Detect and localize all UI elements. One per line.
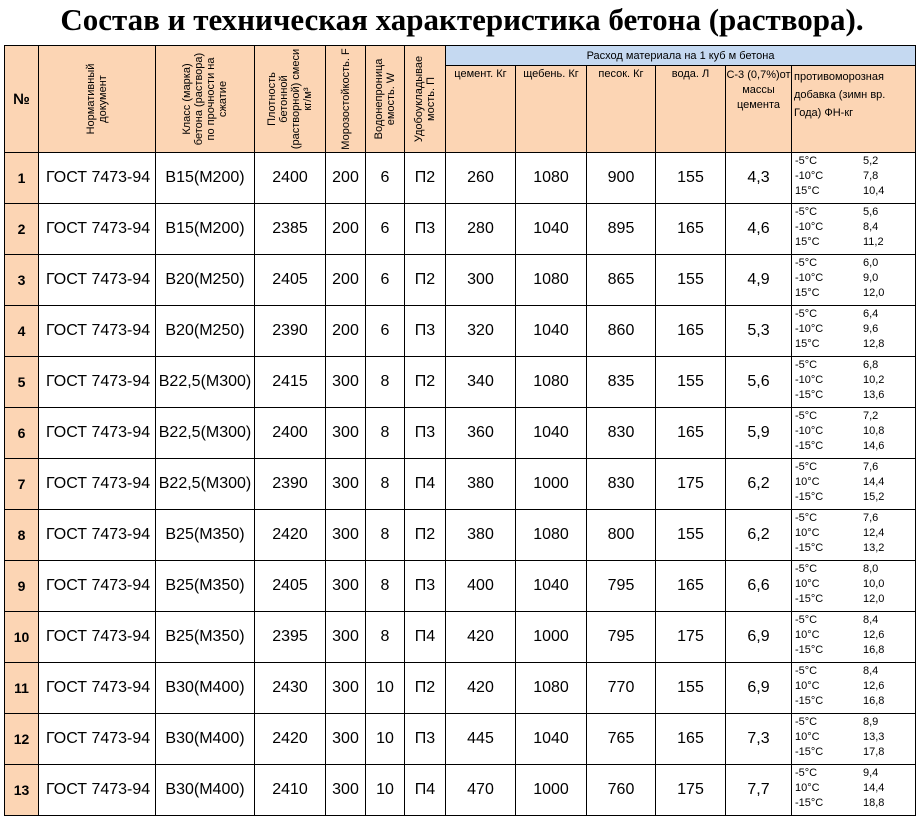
row-antifreeze xyxy=(792,357,916,408)
row-frost: 200 xyxy=(326,204,366,255)
antifreeze-temp: -15°C xyxy=(795,440,824,452)
row-sand: 830 xyxy=(587,459,656,510)
row-frost: 300 xyxy=(326,765,366,816)
row-sand: 795 xyxy=(587,612,656,663)
row-water: 6 xyxy=(366,255,405,306)
antifreeze-value: 10,8 xyxy=(863,425,885,437)
table-row xyxy=(5,255,916,306)
table-row xyxy=(5,408,916,459)
row-sand: 895 xyxy=(587,204,656,255)
row-gravel: 1040 xyxy=(516,561,587,612)
row-sand: 865 xyxy=(587,255,656,306)
row-s3: 6,2 xyxy=(726,459,792,510)
row-s3: 4,9 xyxy=(726,255,792,306)
row-doc: ГОСТ 7473-94 xyxy=(39,408,156,459)
row-aqua: 155 xyxy=(656,663,726,714)
row-num: 2 xyxy=(5,204,39,255)
row-density: 2415 xyxy=(255,357,326,408)
antifreeze-temp: 10°C xyxy=(795,782,820,794)
antifreeze-value: 8,4 xyxy=(863,221,879,233)
table-row xyxy=(5,612,916,663)
row-gravel: 1000 xyxy=(516,612,587,663)
row-frost: 300 xyxy=(326,510,366,561)
row-antifreeze xyxy=(792,153,916,204)
antifreeze-value: 6,4 xyxy=(863,308,879,320)
table-row xyxy=(5,510,916,561)
antifreeze-temp: -15°C xyxy=(795,695,824,707)
antifreeze-value: 14,4 xyxy=(863,782,885,794)
col-header-doc: Нормативный документ xyxy=(39,46,156,153)
row-water: 8 xyxy=(366,561,405,612)
row-doc: ГОСТ 7473-94 xyxy=(39,663,156,714)
row-antifreeze xyxy=(792,765,916,816)
antifreeze-value: 11,2 xyxy=(863,236,884,248)
antifreeze-temp: 15°C xyxy=(795,185,820,197)
antifreeze-temp: -5°C xyxy=(795,563,818,575)
row-workability: П3 xyxy=(405,714,446,765)
row-density: 2385 xyxy=(255,204,326,255)
row-workability: П2 xyxy=(405,663,446,714)
row-water: 8 xyxy=(366,510,405,561)
col-header-water: Водонепроница емость. W xyxy=(366,46,405,153)
row-workability: П3 xyxy=(405,408,446,459)
antifreeze-temp: -15°C xyxy=(795,542,824,554)
antifreeze-temp: -5°C xyxy=(795,410,818,422)
row-s3: 7,7 xyxy=(726,765,792,816)
row-num: 3 xyxy=(5,255,39,306)
row-workability: П2 xyxy=(405,153,446,204)
row-class: В20(М250) xyxy=(156,306,255,357)
row-water: 8 xyxy=(366,357,405,408)
row-density: 2400 xyxy=(255,153,326,204)
col-header-density: Плотность бетонной (растворной) смеси кг/м³ xyxy=(255,46,326,153)
row-cement: 420 xyxy=(446,612,516,663)
row-aqua: 165 xyxy=(656,204,726,255)
antifreeze-temp: -5°C xyxy=(795,665,818,677)
col-header-group: Расход материала на 1 куб м бетона xyxy=(446,46,916,66)
row-frost: 300 xyxy=(326,561,366,612)
antifreeze-value: 12,0 xyxy=(863,593,885,605)
antifreeze-value: 12,4 xyxy=(863,527,885,539)
row-cement: 445 xyxy=(446,714,516,765)
antifreeze-value: 13,2 xyxy=(863,542,885,554)
row-gravel: 1080 xyxy=(516,255,587,306)
row-gravel: 1080 xyxy=(516,357,587,408)
row-aqua: 165 xyxy=(656,561,726,612)
antifreeze-temp: -15°C xyxy=(795,491,824,503)
table-row xyxy=(5,153,916,204)
row-water: 6 xyxy=(366,204,405,255)
antifreeze-value: 10,4 xyxy=(863,185,885,197)
antifreeze-temp: -10°C xyxy=(795,170,824,182)
antifreeze-value: 12,6 xyxy=(863,680,885,692)
antifreeze-value: 8,4 xyxy=(863,665,879,677)
row-workability: П2 xyxy=(405,255,446,306)
row-cement: 380 xyxy=(446,510,516,561)
row-gravel: 1080 xyxy=(516,153,587,204)
row-s3: 6,9 xyxy=(726,663,792,714)
antifreeze-temp: -15°C xyxy=(795,797,824,809)
antifreeze-value: 15,2 xyxy=(863,491,885,503)
row-aqua: 155 xyxy=(656,510,726,561)
antifreeze-value: 12,8 xyxy=(863,338,885,350)
antifreeze-temp: -5°C xyxy=(795,461,818,473)
antifreeze-value: 9,4 xyxy=(863,767,879,779)
antifreeze-temp: 15°C xyxy=(795,236,820,248)
row-antifreeze xyxy=(792,714,916,765)
row-water: 8 xyxy=(366,408,405,459)
row-doc: ГОСТ 7473-94 xyxy=(39,561,156,612)
row-doc: ГОСТ 7473-94 xyxy=(39,153,156,204)
antifreeze-value: 17,8 xyxy=(863,746,885,758)
antifreeze-value: 12,0 xyxy=(863,287,885,299)
row-workability: П4 xyxy=(405,612,446,663)
row-class: В25(М350) xyxy=(156,612,255,663)
antifreeze-value: 16,8 xyxy=(863,695,885,707)
antifreeze-value: 7,6 xyxy=(863,512,879,524)
row-aqua: 165 xyxy=(656,306,726,357)
col-header-sand: песок. Кг xyxy=(587,66,656,153)
antifreeze-temp: -10°C xyxy=(795,272,824,284)
row-cement: 420 xyxy=(446,663,516,714)
row-cement: 470 xyxy=(446,765,516,816)
row-class: В22,5(М300) xyxy=(156,357,255,408)
antifreeze-temp: -5°C xyxy=(795,155,818,167)
antifreeze-value: 12,6 xyxy=(863,629,885,641)
antifreeze-temp: -5°C xyxy=(795,359,818,371)
row-workability: П3 xyxy=(405,306,446,357)
antifreeze-temp: -10°C xyxy=(795,425,824,437)
row-frost: 200 xyxy=(326,306,366,357)
row-antifreeze xyxy=(792,255,916,306)
row-doc: ГОСТ 7473-94 xyxy=(39,357,156,408)
antifreeze-value: 14,6 xyxy=(863,440,885,452)
row-doc: ГОСТ 7473-94 xyxy=(39,306,156,357)
row-density: 2430 xyxy=(255,663,326,714)
row-frost: 200 xyxy=(326,255,366,306)
antifreeze-temp: -5°C xyxy=(795,716,818,728)
row-frost: 200 xyxy=(326,153,366,204)
row-s3: 5,9 xyxy=(726,408,792,459)
row-gravel: 1040 xyxy=(516,408,587,459)
row-sand: 860 xyxy=(587,306,656,357)
row-s3: 4,3 xyxy=(726,153,792,204)
antifreeze-value: 7,6 xyxy=(863,461,879,473)
row-num: 10 xyxy=(5,612,39,663)
row-num: 1 xyxy=(5,153,39,204)
row-doc: ГОСТ 7473-94 xyxy=(39,765,156,816)
row-cement: 360 xyxy=(446,408,516,459)
antifreeze-temp: 10°C xyxy=(795,629,820,641)
antifreeze-temp: -5°C xyxy=(795,512,818,524)
row-gravel: 1040 xyxy=(516,714,587,765)
table-row xyxy=(5,561,916,612)
row-water: 10 xyxy=(366,663,405,714)
row-workability: П3 xyxy=(405,561,446,612)
antifreeze-temp: 15°C xyxy=(795,338,820,350)
row-sand: 760 xyxy=(587,765,656,816)
table-row xyxy=(5,663,916,714)
antifreeze-temp: -15°C xyxy=(795,593,824,605)
row-frost: 300 xyxy=(326,357,366,408)
antifreeze-temp: 10°C xyxy=(795,578,820,590)
row-s3: 6,2 xyxy=(726,510,792,561)
antifreeze-value: 7,8 xyxy=(863,170,879,182)
row-s3: 4,6 xyxy=(726,204,792,255)
antifreeze-temp: 10°C xyxy=(795,731,820,743)
antifreeze-value: 6,8 xyxy=(863,359,879,371)
antifreeze-temp: -5°C xyxy=(795,308,818,320)
antifreeze-temp: -10°C xyxy=(795,323,824,335)
col-header-num: № xyxy=(5,46,39,153)
row-frost: 300 xyxy=(326,459,366,510)
antifreeze-value: 6,0 xyxy=(863,257,879,269)
row-sand: 765 xyxy=(587,714,656,765)
concrete-spec-table xyxy=(4,45,916,816)
row-aqua: 175 xyxy=(656,459,726,510)
row-water: 10 xyxy=(366,765,405,816)
col-header-gravel: щебень. Кг xyxy=(516,66,587,153)
col-header-workability: Удобоукладывае мость. П xyxy=(405,46,446,153)
row-density: 2395 xyxy=(255,612,326,663)
row-gravel: 1040 xyxy=(516,306,587,357)
row-sand: 770 xyxy=(587,663,656,714)
row-class: В30(М400) xyxy=(156,714,255,765)
row-sand: 800 xyxy=(587,510,656,561)
row-cement: 260 xyxy=(446,153,516,204)
row-class: В22,5(М300) xyxy=(156,459,255,510)
row-aqua: 175 xyxy=(656,612,726,663)
antifreeze-value: 13,3 xyxy=(863,731,885,743)
row-gravel: 1000 xyxy=(516,459,587,510)
table-row xyxy=(5,459,916,510)
row-s3: 6,6 xyxy=(726,561,792,612)
row-class: В20(М250) xyxy=(156,255,255,306)
row-cement: 280 xyxy=(446,204,516,255)
row-doc: ГОСТ 7473-94 xyxy=(39,510,156,561)
col-header-cement: цемент. Кг xyxy=(446,66,516,153)
row-num: 11 xyxy=(5,663,39,714)
row-workability: П4 xyxy=(405,765,446,816)
row-doc: ГОСТ 7473-94 xyxy=(39,612,156,663)
row-water: 10 xyxy=(366,714,405,765)
col-header-s3: С-3 (0,7%)от массы цемента xyxy=(726,66,792,153)
table-row xyxy=(5,357,916,408)
row-cement: 300 xyxy=(446,255,516,306)
antifreeze-temp: -10°C xyxy=(795,221,824,233)
antifreeze-temp: 15°C xyxy=(795,287,820,299)
row-class: В22,5(М300) xyxy=(156,408,255,459)
header-row-top xyxy=(5,46,916,66)
antifreeze-value: 8,4 xyxy=(863,614,879,626)
row-antifreeze xyxy=(792,459,916,510)
row-antifreeze xyxy=(792,510,916,561)
row-density: 2400 xyxy=(255,408,326,459)
row-aqua: 155 xyxy=(656,255,726,306)
row-density: 2390 xyxy=(255,306,326,357)
row-density: 2410 xyxy=(255,765,326,816)
table-row xyxy=(5,765,916,816)
antifreeze-value: 10,2 xyxy=(863,374,885,386)
antifreeze-temp: -5°C xyxy=(795,767,818,779)
row-s3: 5,3 xyxy=(726,306,792,357)
row-workability: П2 xyxy=(405,510,446,561)
row-sand: 830 xyxy=(587,408,656,459)
antifreeze-value: 8,0 xyxy=(863,563,879,575)
row-water: 8 xyxy=(366,612,405,663)
antifreeze-temp: -5°C xyxy=(795,257,818,269)
row-aqua: 175 xyxy=(656,765,726,816)
antifreeze-temp: 10°C xyxy=(795,476,820,488)
antifreeze-temp: -5°C xyxy=(795,614,818,626)
row-water: 8 xyxy=(366,459,405,510)
row-doc: ГОСТ 7473-94 xyxy=(39,714,156,765)
antifreeze-value: 8,9 xyxy=(863,716,879,728)
row-num: 5 xyxy=(5,357,39,408)
antifreeze-temp: -15°C xyxy=(795,644,824,656)
row-gravel: 1080 xyxy=(516,663,587,714)
antifreeze-value: 10,0 xyxy=(863,578,885,590)
row-antifreeze xyxy=(792,561,916,612)
row-density: 2390 xyxy=(255,459,326,510)
col-header-antifreeze: противоморозная добавка (зимн вр. Года) ФН-кг xyxy=(792,66,916,153)
col-header-aqua: вода. Л xyxy=(656,66,726,153)
antifreeze-value: 14,4 xyxy=(863,476,885,488)
row-cement: 380 xyxy=(446,459,516,510)
row-gravel: 1000 xyxy=(516,765,587,816)
row-num: 9 xyxy=(5,561,39,612)
row-aqua: 155 xyxy=(656,357,726,408)
page-title: Состав и техническая характеристика бетона (раствора). xyxy=(60,2,864,37)
row-doc: ГОСТ 7473-94 xyxy=(39,255,156,306)
row-num: 8 xyxy=(5,510,39,561)
row-class: В15(М200) xyxy=(156,153,255,204)
row-num: 6 xyxy=(5,408,39,459)
row-density: 2420 xyxy=(255,510,326,561)
antifreeze-temp: 10°C xyxy=(795,527,820,539)
row-doc: ГОСТ 7473-94 xyxy=(39,204,156,255)
col-header-frost: Морозостойкость. F xyxy=(326,46,366,153)
antifreeze-temp: -15°C xyxy=(795,746,824,758)
col-header-class: Класс (марка) бетона (раствора) по прочности на сжатие xyxy=(156,46,255,153)
row-s3: 6,9 xyxy=(726,612,792,663)
row-frost: 300 xyxy=(326,714,366,765)
row-workability: П2 xyxy=(405,357,446,408)
antifreeze-value: 13,6 xyxy=(863,389,885,401)
row-sand: 900 xyxy=(587,153,656,204)
antifreeze-value: 16,8 xyxy=(863,644,885,656)
row-class: В25(М350) xyxy=(156,510,255,561)
antifreeze-value: 9,0 xyxy=(863,272,879,284)
row-doc: ГОСТ 7473-94 xyxy=(39,459,156,510)
row-num: 7 xyxy=(5,459,39,510)
row-density: 2420 xyxy=(255,714,326,765)
row-frost: 300 xyxy=(326,408,366,459)
row-workability: П3 xyxy=(405,204,446,255)
row-antifreeze xyxy=(792,306,916,357)
row-aqua: 165 xyxy=(656,408,726,459)
row-density: 2405 xyxy=(255,561,326,612)
table-row xyxy=(5,714,916,765)
row-frost: 300 xyxy=(326,612,366,663)
row-workability: П4 xyxy=(405,459,446,510)
antifreeze-temp: -15°C xyxy=(795,389,824,401)
antifreeze-temp: 10°C xyxy=(795,680,820,692)
table-row xyxy=(5,306,916,357)
row-density: 2405 xyxy=(255,255,326,306)
row-num: 12 xyxy=(5,714,39,765)
antifreeze-value: 18,8 xyxy=(863,797,885,809)
row-antifreeze xyxy=(792,612,916,663)
row-water: 6 xyxy=(366,153,405,204)
antifreeze-value: 5,6 xyxy=(863,206,879,218)
row-num: 4 xyxy=(5,306,39,357)
row-class: В30(М400) xyxy=(156,663,255,714)
row-gravel: 1040 xyxy=(516,204,587,255)
table-row xyxy=(5,204,916,255)
row-antifreeze xyxy=(792,663,916,714)
row-class: В30(М400) xyxy=(156,765,255,816)
row-aqua: 165 xyxy=(656,714,726,765)
row-sand: 835 xyxy=(587,357,656,408)
row-water: 6 xyxy=(366,306,405,357)
row-cement: 320 xyxy=(446,306,516,357)
row-s3: 5,6 xyxy=(726,357,792,408)
antifreeze-value: 7,2 xyxy=(863,410,879,422)
antifreeze-value: 9,6 xyxy=(863,323,879,335)
row-antifreeze xyxy=(792,204,916,255)
row-antifreeze xyxy=(792,408,916,459)
row-cement: 400 xyxy=(446,561,516,612)
row-num: 13 xyxy=(5,765,39,816)
row-class: В25(М350) xyxy=(156,561,255,612)
row-sand: 795 xyxy=(587,561,656,612)
row-cement: 340 xyxy=(446,357,516,408)
antifreeze-value: 5,2 xyxy=(863,155,879,167)
row-frost: 300 xyxy=(326,663,366,714)
antifreeze-temp: -5°C xyxy=(795,206,818,218)
row-aqua: 155 xyxy=(656,153,726,204)
row-s3: 7,3 xyxy=(726,714,792,765)
row-gravel: 1080 xyxy=(516,510,587,561)
antifreeze-temp: -10°C xyxy=(795,374,824,386)
row-class: В15(М200) xyxy=(156,204,255,255)
